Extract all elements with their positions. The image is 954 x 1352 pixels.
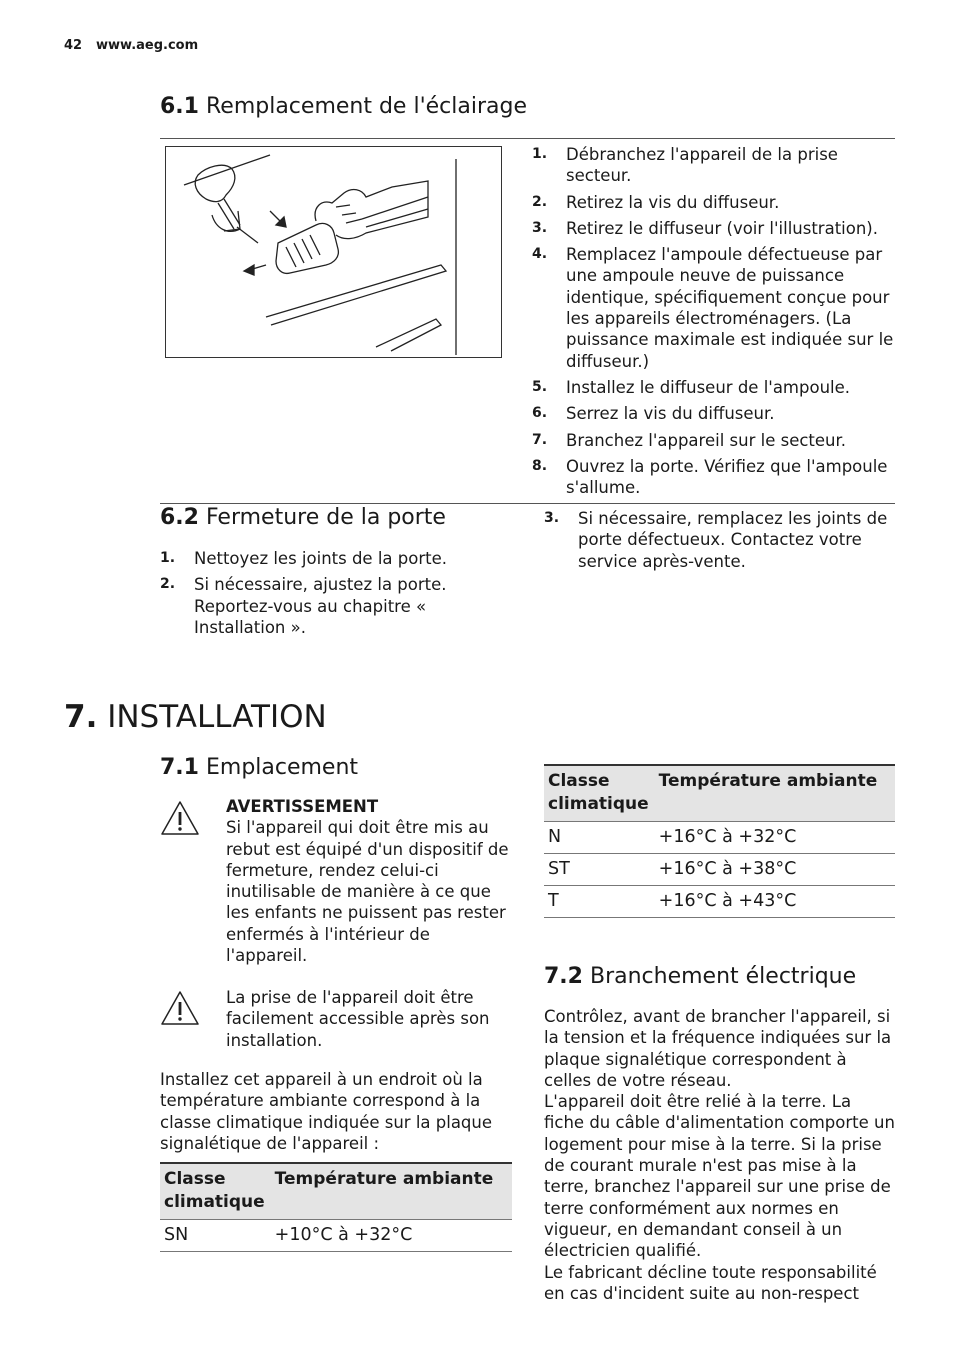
list-item bbox=[532, 377, 894, 398]
section-rule bbox=[160, 503, 895, 504]
light-replacement-illustration bbox=[165, 146, 502, 358]
list-item bbox=[532, 218, 894, 239]
temperature-cell: +16°C à +38°C bbox=[655, 854, 895, 886]
step-number: 5. bbox=[532, 378, 548, 395]
warning-title: AVERTISSEMENT bbox=[226, 797, 379, 816]
step-number: 8. bbox=[532, 457, 548, 474]
step-text: Si nécessaire, ajustez la porte. Reportez-vous au chapitre « Installation ». bbox=[194, 575, 447, 637]
caution-icon bbox=[160, 990, 200, 1030]
steps-6-2-right bbox=[544, 508, 896, 577]
page-number: 42 bbox=[64, 38, 83, 53]
illustration-svg bbox=[166, 147, 501, 357]
chapter-title: INSTALLATION bbox=[107, 699, 327, 735]
electrical-paragraph-2: L'appareil doit être relié à la terre. La fiche du câble d'alimentation comporte un logement pour mise à la terre. Si la prise de courant murale n'est pas mise à la terre, branchez l'appareil sur une prise de terre conformément aux normes en vigueur, en demandant conseil à un électricien qualifié. bbox=[544, 1092, 895, 1261]
step-text: Retirez le diffuseur (voir l'illustration). bbox=[566, 218, 878, 238]
electrical-paragraph-1: Contrôlez, avant de brancher l'appareil, si la tension et la fréquence indiquées sur la plaque signalétique correspondent à celles de votre réseau. bbox=[544, 1007, 892, 1090]
warning-icon bbox=[160, 800, 200, 840]
climate-class-cell: SN bbox=[160, 1220, 271, 1252]
steps-6-2-left bbox=[160, 548, 490, 643]
warning-box bbox=[226, 796, 516, 966]
step-text: Débranchez l'appareil de la prise secteur. bbox=[566, 145, 838, 186]
table-header-row bbox=[544, 765, 895, 822]
location-paragraph: Installez cet appareil à un endroit où la température ambiante correspond à la classe climatique indiquée sur la plaque signalétique de l'appareil : bbox=[160, 1070, 493, 1153]
climate-class-cell: ST bbox=[544, 854, 655, 886]
climate-class-cell: T bbox=[544, 886, 655, 918]
column-header-temperature: Température ambiante bbox=[655, 765, 895, 822]
caution-text: La prise de l'appareil doit être facilement accessible après son installation. bbox=[226, 988, 490, 1050]
section-title: Fermeture de la porte bbox=[205, 505, 446, 530]
warning-text: Si l'appareil qui doit être mis au rebut est équipé d'un dispositif de fermeture, rendez celui-ci inutilisable de manière à ce que les enfants ne puissent pas rester enfermés à l'intérieur de l'appareil. bbox=[226, 818, 509, 966]
electrical-paragraph-3: Le fabricant décline toute responsabilité en cas d'incident suite au non-respect bbox=[544, 1262, 877, 1303]
section-rule bbox=[160, 138, 895, 139]
step-number: 1. bbox=[532, 146, 548, 162]
temperature-cell: +10°C à +32°C bbox=[271, 1220, 512, 1252]
steps-list bbox=[544, 508, 896, 572]
table-row bbox=[544, 822, 895, 854]
column-header-class: Classe climatique bbox=[544, 765, 655, 822]
step-number: 3. bbox=[532, 219, 548, 236]
section-heading-6-2 bbox=[160, 505, 446, 530]
list-item bbox=[532, 192, 894, 213]
list-item bbox=[532, 144, 894, 187]
table-row bbox=[544, 886, 895, 918]
step-text: Retirez la vis du diffuseur. bbox=[566, 192, 780, 212]
section-title: Remplacement de l'éclairage bbox=[205, 94, 527, 119]
section-title: Branchement électrique bbox=[589, 964, 857, 989]
step-text: Ouvrez la porte. Vérifiez que l'ampoule s'allume. bbox=[566, 456, 888, 498]
electrical-text bbox=[544, 1006, 896, 1304]
section-number: 7.1 bbox=[160, 755, 199, 780]
step-number: 6. bbox=[532, 405, 548, 422]
warning-triangle-svg bbox=[160, 800, 200, 836]
list-item bbox=[532, 403, 894, 424]
steps-list bbox=[160, 548, 490, 638]
caution-triangle-svg bbox=[160, 990, 200, 1026]
step-number: 1. bbox=[160, 550, 176, 566]
table-row bbox=[160, 1220, 512, 1252]
list-item bbox=[544, 508, 896, 572]
step-text: Branchez l'appareil sur le secteur. bbox=[566, 430, 847, 450]
step-number: 2. bbox=[532, 193, 548, 210]
steps-list bbox=[532, 144, 894, 498]
list-item bbox=[160, 574, 490, 638]
site-url[interactable]: www.aeg.com bbox=[96, 38, 199, 53]
list-item bbox=[532, 456, 894, 499]
step-number: 2. bbox=[160, 576, 176, 593]
climate-table-right bbox=[544, 764, 895, 918]
section-heading-7-2 bbox=[544, 964, 856, 989]
section-title: Emplacement bbox=[205, 755, 359, 780]
column-header-class: Classe climatique bbox=[160, 1163, 271, 1220]
list-item bbox=[532, 244, 894, 372]
column-header-temperature: Température ambiante bbox=[271, 1163, 512, 1220]
step-number: 3. bbox=[544, 510, 560, 526]
temperature-cell: +16°C à +43°C bbox=[655, 886, 895, 918]
chapter-number: 7. bbox=[64, 699, 98, 735]
section-number: 6.2 bbox=[160, 505, 199, 530]
chapter-heading bbox=[64, 699, 327, 735]
step-text: Si nécessaire, remplacez les joints de porte défectueux. Contactez votre service après-vente. bbox=[578, 509, 888, 571]
section-number: 7.2 bbox=[544, 964, 583, 989]
temperature-cell: +16°C à +32°C bbox=[655, 822, 895, 854]
table-row bbox=[544, 854, 895, 886]
table-header-row bbox=[160, 1163, 512, 1220]
climate-table-left bbox=[160, 1162, 512, 1252]
section-heading-6-1 bbox=[160, 94, 527, 119]
section-heading-7-1 bbox=[160, 755, 358, 780]
step-text: Remplacez l'ampoule défectueuse par une ampoule neuve de puissance identique, spécifiquement conçue pour les appareils électroménagers. (La puissance maximale est indiquée sur le diffuseur.) bbox=[566, 245, 894, 371]
step-text: Serrez la vis du diffuseur. bbox=[566, 404, 775, 424]
step-number: 7. bbox=[532, 431, 548, 448]
climate-class-cell: N bbox=[544, 822, 655, 854]
steps-6-1 bbox=[532, 144, 894, 503]
section-number: 6.1 bbox=[160, 94, 199, 119]
step-text: Nettoyez les joints de la porte. bbox=[194, 549, 447, 568]
list-item bbox=[532, 430, 894, 451]
step-number: 4. bbox=[532, 246, 548, 263]
list-item bbox=[160, 548, 490, 569]
step-text: Installez le diffuseur de l'ampoule. bbox=[566, 377, 851, 397]
